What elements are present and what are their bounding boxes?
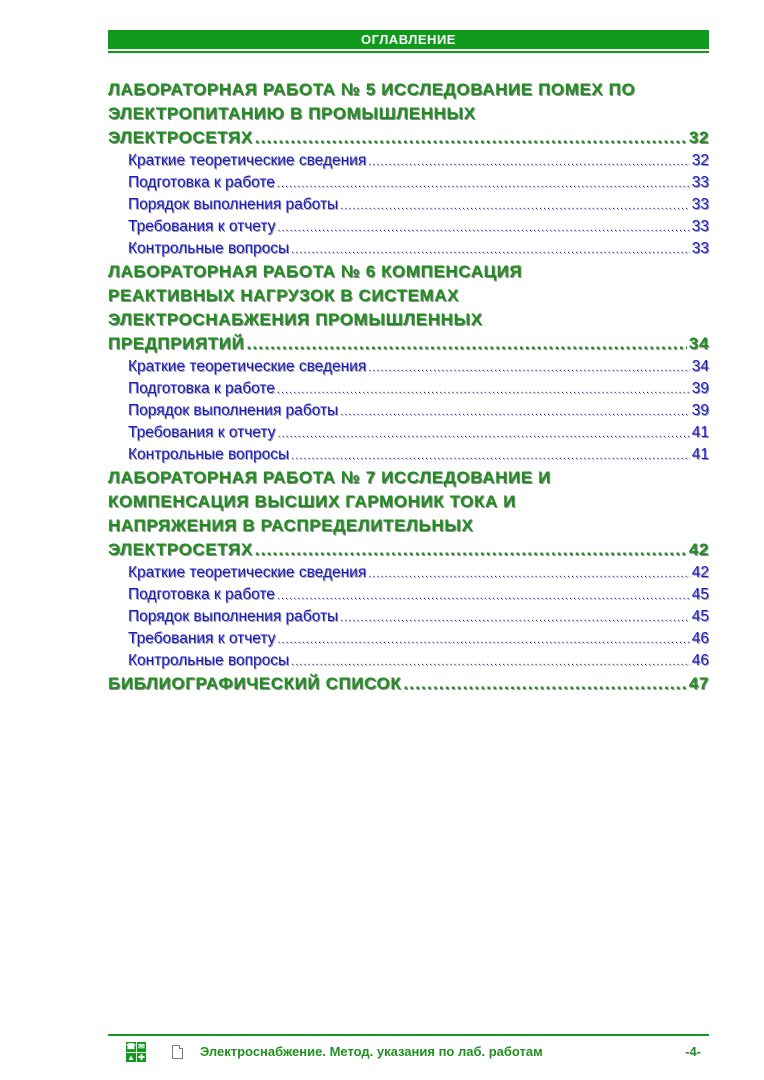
toc-page-number: 39 [691, 380, 709, 397]
dot-leader [291, 239, 690, 261]
toc-entry-lab-6 [108, 260, 709, 466]
dot-leader [291, 651, 690, 673]
toc-subentry-title: Подготовка к работе [128, 380, 275, 397]
page-footer [108, 1040, 709, 1066]
toc-subentry-link[interactable] [108, 628, 709, 650]
toc-entry-title-line: ЭЛЕКТРОСЕТЯХ [108, 540, 253, 559]
dot-leader [368, 563, 690, 585]
toc-page-number: 45 [691, 608, 709, 625]
toc-subentry-link[interactable] [108, 150, 709, 172]
dot-leader [340, 607, 690, 629]
toc-entry-title-line: ЭЛЕКТРОСНАБЖЕНИЯ ПРОМЫШЛЕННЫХ [108, 310, 483, 329]
logo-cell: ✚ [138, 1052, 145, 1062]
toc-subentry-title: Требования к отчету [128, 630, 276, 647]
logo-cell: ▲ [127, 1052, 135, 1062]
logo-cell: ☎ [126, 1042, 136, 1051]
dot-leader [291, 445, 690, 467]
toc-subentry-title: Требования к отчету [128, 424, 276, 441]
toc-entry-lab-5 [108, 78, 709, 260]
toc-subentry-title: Требования к отчету [128, 218, 276, 235]
toc-page-number: 46 [691, 652, 709, 669]
toc-entry-title-line: НАПРЯЖЕНИЯ В РАСПРЕДЕЛИТЕЛЬНЫХ [108, 516, 474, 535]
dot-leader [277, 217, 689, 239]
toc-subentry-link[interactable] [108, 216, 709, 238]
toc-subentry-link[interactable] [108, 356, 709, 378]
toc-entry-title-line: КОМПЕНСАЦИЯ ВЫСШИХ ГАРМОНИК ТОКА И [108, 492, 516, 511]
header-divider [108, 51, 709, 53]
toc-page-number: 39 [691, 402, 709, 419]
table-of-contents [108, 78, 709, 696]
toc-entry-title-line: РЕАКТИВНЫХ НАГРУЗОК В СИСТЕМАХ [108, 286, 460, 305]
toc-entry-link[interactable] [108, 332, 709, 356]
section-title: ОГЛАВЛЕНИЕ [361, 32, 456, 47]
logo-cell: ✉ [138, 1042, 145, 1051]
toc-subentry-title: Подготовка к работе [128, 586, 275, 603]
toc-entry-title-line: ЛАБОРАТОРНАЯ РАБОТА № 5 ИССЛЕДОВАНИЕ ПОМЕХ ПО [108, 80, 636, 99]
toc-page-number: 33 [691, 196, 709, 213]
toc-subentry-link[interactable] [108, 172, 709, 194]
footer-title: Электроснабжение. Метод. указания по лаб. работам [200, 1044, 543, 1059]
dot-leader [255, 126, 687, 150]
toc-subentry-title: Порядок выполнения работы [128, 196, 339, 213]
toc-page-number: 42 [688, 540, 709, 559]
toc-subentry-link[interactable] [108, 378, 709, 400]
toc-entry-link[interactable] [108, 538, 709, 562]
toc-subentry-link[interactable] [108, 238, 709, 260]
toc-page-number: 46 [691, 630, 709, 647]
toc-subentry-title: Контрольные вопросы [128, 240, 290, 257]
toc-page-number: 34 [691, 358, 709, 375]
toc-page-number: 47 [688, 674, 709, 693]
dot-leader [403, 672, 687, 696]
toc-entry-link[interactable] [108, 126, 709, 150]
toc-entry-title-line: ПРЕДПРИЯТИЙ [108, 334, 245, 353]
toc-subentry-title: Контрольные вопросы [128, 446, 290, 463]
toc-subentry-title: Порядок выполнения работы [128, 402, 339, 419]
toc-subentry-title: Краткие теоретические сведения [128, 564, 367, 581]
toc-subentry-link[interactable] [108, 194, 709, 216]
toc-subentry-link[interactable] [108, 650, 709, 672]
toc-page-number: 33 [691, 218, 709, 235]
toc-entry-title-line: ЭЛЕКТРОСЕТЯХ [108, 128, 253, 147]
toc-page-number: 41 [691, 446, 709, 463]
dot-leader [255, 538, 687, 562]
toc-entry-lab-7 [108, 466, 709, 672]
toc-subentry-title: Краткие теоретические сведения [128, 152, 367, 169]
toc-entry-title-line: БИБЛИОГРАФИЧЕСКИЙ СПИСОК [108, 674, 402, 693]
toc-subentry-link[interactable] [108, 400, 709, 422]
toc-subentry-title: Подготовка к работе [128, 174, 275, 191]
section-header [108, 30, 709, 49]
toc-subentry-link[interactable] [108, 562, 709, 584]
toc-subentry-title: Порядок выполнения работы [128, 608, 339, 625]
dot-leader [277, 379, 690, 401]
toc-subentry-title: Контрольные вопросы [128, 652, 290, 669]
publisher-logo-icon [126, 1042, 146, 1062]
toc-subentry-link[interactable] [108, 606, 709, 628]
dot-leader [277, 173, 690, 195]
toc-entry-title-line: ЛАБОРАТОРНАЯ РАБОТА № 7 ИССЛЕДОВАНИЕ И [108, 468, 551, 487]
dot-leader [246, 332, 686, 356]
dot-leader [340, 401, 690, 423]
dot-leader [277, 585, 690, 607]
toc-page-number: 41 [691, 424, 709, 441]
toc-page-number: 32 [691, 152, 709, 169]
toc-entry-title-line: ЛАБОРАТОРНАЯ РАБОТА № 6 КОМПЕНСАЦИЯ [108, 262, 523, 281]
toc-subentry-link[interactable] [108, 422, 709, 444]
dot-leader [277, 629, 689, 651]
toc-entry-title-line: ЭЛЕКТРОПИТАНИЮ В ПРОМЫШЛЕННЫХ [108, 104, 476, 123]
toc-page-number: 33 [691, 240, 709, 257]
toc-subentry-link[interactable] [108, 584, 709, 606]
toc-page-number: 32 [688, 128, 709, 147]
toc-subentry-link[interactable] [108, 444, 709, 466]
toc-subentry-title: Краткие теоретические сведения [128, 358, 367, 375]
page-number: -4- [685, 1044, 701, 1059]
toc-page-number: 42 [691, 564, 709, 581]
dot-leader [340, 195, 690, 217]
document-icon[interactable] [172, 1045, 183, 1059]
dot-leader [368, 151, 690, 173]
toc-entry-bibliography[interactable] [108, 672, 709, 696]
footer-divider [108, 1034, 709, 1036]
toc-page-number: 45 [691, 586, 709, 603]
toc-page-number: 34 [688, 334, 709, 353]
dot-leader [277, 423, 689, 445]
dot-leader [368, 357, 690, 379]
toc-page-number: 33 [691, 174, 709, 191]
